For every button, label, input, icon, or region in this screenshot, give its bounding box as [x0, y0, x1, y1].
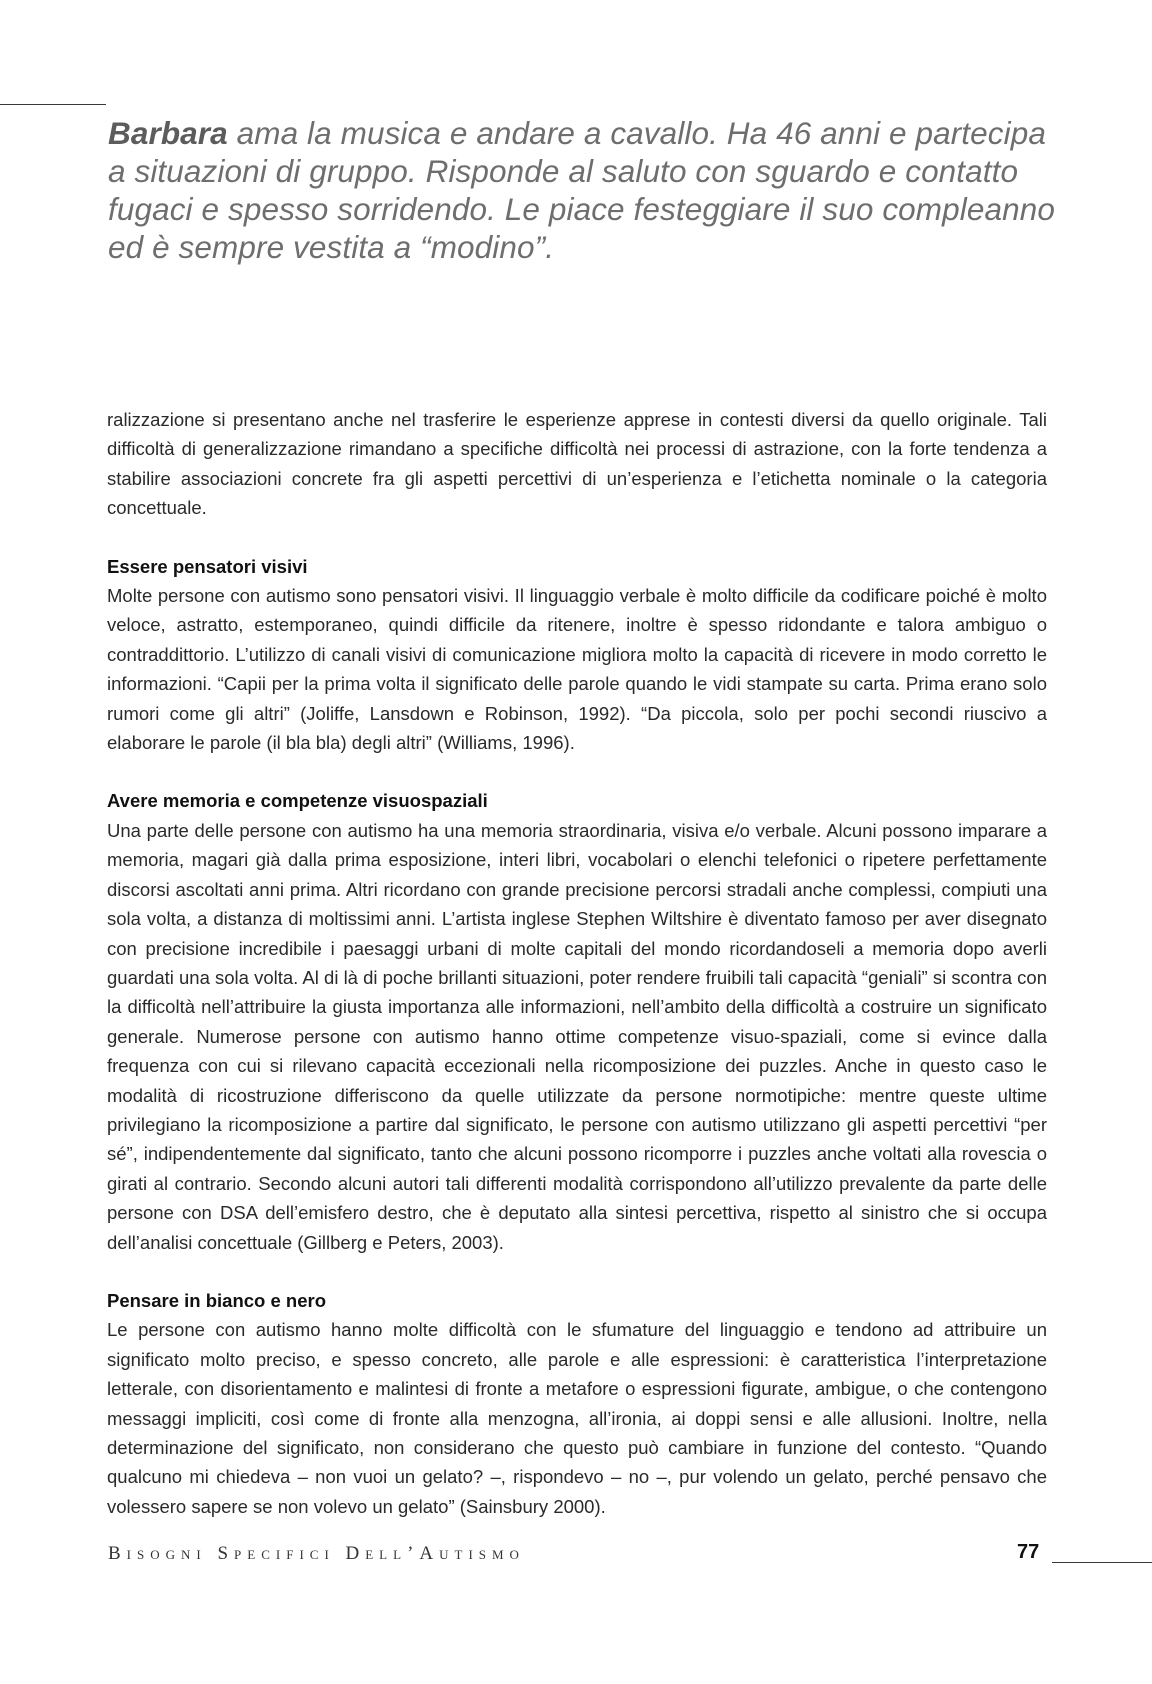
intro-text: ama la musica e andare a cavallo. Ha 46 anni e partecipa a situazioni di gruppo. Risponde al saluto con sguardo e contatto fugaci e spesso sorridendo. Le piace festeggiare il suo compleanno ed è sempre vestita a “modino”. [108, 115, 1055, 265]
opening-paragraph: ralizzazione si presentano anche nel trasferire le esperienze apprese in contesti diversi da quello originale. Tali difficoltà di generalizzazione rimandano a specifiche difficoltà nei processi di astrazione, con la forte tendenza a stabilire associazioni concrete fra gli aspetti percettivi di un’esperienza e l’etichetta nominale o la categoria concettuale. [107, 409, 1047, 519]
footer-rule [1052, 1562, 1152, 1563]
section-memoria-visuospaziali [107, 786, 1047, 1257]
section-paragraph: Molte persone con autismo sono pensatori visivi. Il linguaggio verbale è molto difficile da codificare poiché è molto veloce, astratto, estemporaneo, quindi difficile da ritenere, inoltre è spesso ridondante e talora ambiguo o contraddittorio. L’utilizzo di canali visivi di comunicazione migliora molto la capacità di ricevere in modo corretto le informazioni. “Capii per la prima volta il significato delle parole quando le vidi stampate su carta. Prima erano solo rumori come gli altri” (Joliffe, Lansdown e Robinson, 1992). “Da piccola, solo per pochi secondi riuscivo a elaborare le parole (il bla bla) degli altri” (Williams, 1996). [107, 585, 1047, 754]
top-rule [0, 104, 106, 105]
section-heading: Pensare in bianco e nero [107, 1289, 326, 1311]
running-footer-title: Bisogni Specifici Dell’Autismo [108, 1543, 525, 1564]
section-paragraph: Una parte delle persone con autismo ha una memoria straordinaria, visiva e/o verbale. Alcuni possono imparare a memoria, magari già dalla prima esposizione, interi libri, vocabolari o elenchi telefonici o ripetere perfettamente discorsi ascoltati anni prima. Altri ricordano con grande precisione percorsi stradali anche complessi, compiuti una sola volta, a distanza di moltissimi anni. L’artista inglese Stephen Wiltshire è diventato famoso per aver disegnato con precisione incredibile i paesaggi urbani di molte capitali del mondo ricordandoseli a memoria dopo averli guardati una sola volta. Al di là di poche brillanti situazioni, poter rendere fruibili tali capacità “geniali” si scontra con la difficoltà nell’attribuire la giusta importanza alle informazioni, nell’ambito della difficoltà a costruire un significato generale. Numerose persone con autismo hanno ottime competenze visuo-spaziali, come si evince dalla frequenza con cui si rilevano capacità eccezionali nella ricomposizione dei puzzles. Anche in questo caso le modalità di ricostruzione differiscono da quelle utilizzate da persone normotipiche: mentre queste ultime privilegiano la ricomposizione a partire dal significato, le persone con autismo utilizzano gli aspetti percettivi “per sé”, indipendentemente dal significato, tanto che alcuni possono ricomporre i puzzles anche voltati alla rovescia o girati al contrario. Secondo alcuni autori tali differenti modalità corrispondono all’utilizzo prevalente da parte delle persone con DSA dell’emisfero destro, che è deputato alla sintesi percettiva, rispetto al sinistro che si occupa dell’analisi concettuale (Gillberg e Peters, 2003). [107, 819, 1047, 1253]
intro-quote [108, 114, 1058, 266]
intro-name: Barbara [108, 115, 228, 151]
section-pensatori-visivi [107, 552, 1047, 758]
main-text [107, 405, 1047, 1521]
page-number: 77 [1017, 1541, 1040, 1563]
section-heading: Avere memoria e competenze visuospaziali [107, 790, 488, 812]
section-bianco-e-nero [107, 1286, 1047, 1521]
section-heading: Essere pensatori visivi [107, 555, 308, 577]
section-paragraph: Le persone con autismo hanno molte difficoltà con le sfumature del linguaggio e tendono ad attribuire un significato molto preciso, e spesso concreto, alle parole e alle espressioni: è caratteristica l’interpretazione letterale, con disorientamento e malintesi di fronte a metafore o espressioni figurate, ambigue, o che contengono messaggi impliciti, così come di fronte alla menzogna, all’ironia, ai doppi sensi e alle allusioni. Inoltre, nella determinazione del significato, non considerano che questo può cambiare in funzione del contesto. “Quando qualcuno mi chiedeva – non vuoi un gelato? –, rispondevo – no –, pur volendo un gelato, perché pensavo che volessero sapere se non volevo un gelato” (Sainsbury 2000). [107, 1319, 1047, 1517]
